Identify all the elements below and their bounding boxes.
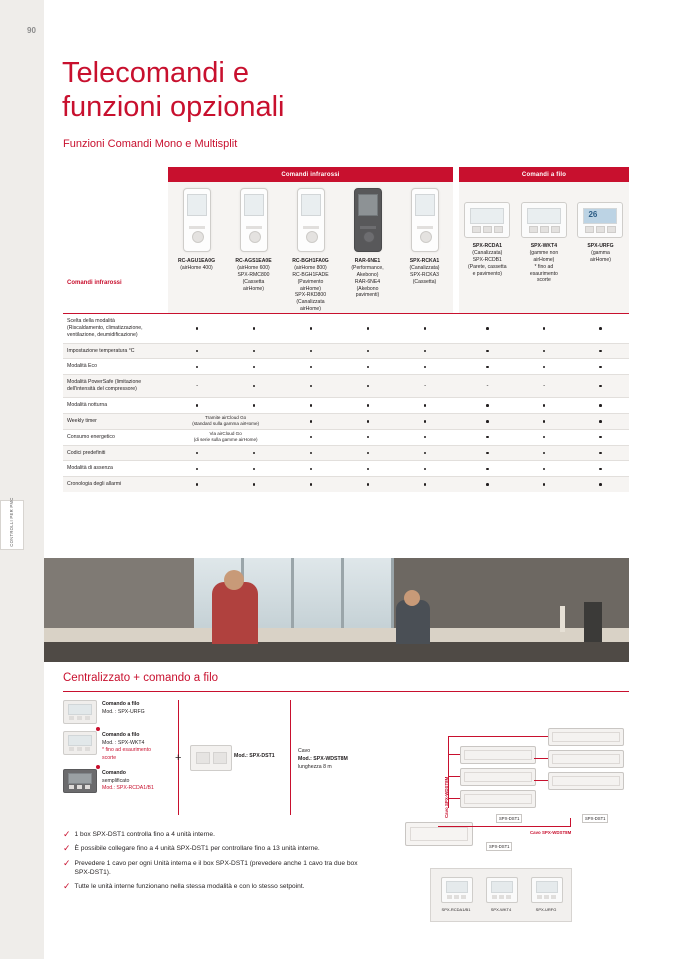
table-row xyxy=(63,429,629,445)
page-title-line2: funzioni opzionali xyxy=(62,90,285,123)
cable-line xyxy=(448,736,548,737)
table-row xyxy=(63,460,629,476)
row-cell xyxy=(459,359,516,374)
plus-sign: + xyxy=(175,752,182,764)
indoor-unit-box xyxy=(460,768,536,786)
tray-device xyxy=(441,877,473,903)
row-cell xyxy=(169,477,226,492)
divider-vertical-2 xyxy=(290,700,291,815)
row-cell xyxy=(516,461,573,476)
header-first-col xyxy=(63,182,168,313)
row-cell xyxy=(516,430,573,445)
cable-label-vertical: Cavo SPX-WDST8M xyxy=(444,776,449,818)
checklist-text: Prevedere 1 cavo per ogni Unità interna e il box SPX-DST1 (prevedere anche 1 cavo tra due box SPX-DST1). xyxy=(74,859,358,877)
row-cell xyxy=(340,344,397,359)
row-cell xyxy=(169,461,226,476)
row-cell xyxy=(397,430,454,445)
section2-title: Centralizzato + comando a filo xyxy=(63,672,219,684)
row-label: Consumo energetico xyxy=(67,433,115,440)
cable-legend-line1: Cavo xyxy=(298,748,311,754)
device-name: RC-BGH1FA0G (airHome 800) RC-BGH1FADE (Pavimento airHome) SPX-RKD800 (Canalizzata airHome) xyxy=(292,258,329,313)
legend-device-illustration xyxy=(63,700,97,724)
row-cell xyxy=(226,375,283,397)
tray-label: SPX-WKT4 xyxy=(490,907,512,912)
cable-line xyxy=(570,818,571,827)
row-cell xyxy=(169,359,226,374)
row-note: Tramite airCloud Go (standard sulla gamma airHome) xyxy=(192,415,260,427)
checklist-item xyxy=(63,859,363,878)
row-label: Modalità Eco xyxy=(67,363,97,370)
table-row xyxy=(63,476,629,492)
controller-illustration xyxy=(521,202,567,238)
row-cell xyxy=(226,314,283,343)
row-cell xyxy=(169,446,226,461)
indoor-unit-box xyxy=(548,772,624,790)
row-cell xyxy=(340,477,397,492)
tray-device xyxy=(531,877,563,903)
device-column xyxy=(459,182,516,313)
cable-line xyxy=(448,776,460,777)
device-name: SPX-URFG (gamma airHome) xyxy=(587,243,614,263)
remote-illustration xyxy=(411,188,439,252)
row-cell: - xyxy=(196,383,199,390)
row-cell xyxy=(572,398,629,413)
table-body xyxy=(63,313,629,492)
row-cell xyxy=(572,430,629,445)
page-number: 90 xyxy=(27,26,36,35)
row-cell: - xyxy=(424,383,427,390)
left-margin-strip xyxy=(0,0,44,959)
row-label: Cronologia degli allarmi xyxy=(67,481,122,488)
checklist-text: 1 box SPX-DST1 controlla fino a 4 unità interne. xyxy=(74,831,215,838)
cable-label-horizontal: Cavo SPX-WDST8M xyxy=(530,830,572,835)
row-cell xyxy=(340,461,397,476)
row-cell xyxy=(340,398,397,413)
controller-illustration xyxy=(464,202,510,238)
header-ir-devices xyxy=(168,182,453,313)
tray-label: SPX-RCDA1/B1 xyxy=(441,907,471,912)
features-table xyxy=(63,167,629,492)
row-cell xyxy=(459,398,516,413)
row-cell xyxy=(516,344,573,359)
indoor-unit-box xyxy=(460,746,536,764)
row-cell xyxy=(572,461,629,476)
row-cell xyxy=(226,446,283,461)
row-cell xyxy=(397,446,454,461)
legend-item xyxy=(63,769,243,793)
row-cell xyxy=(283,314,340,343)
table-row xyxy=(63,313,629,343)
row-cell xyxy=(283,414,340,429)
dst1-node-label: SPX-DST1 xyxy=(486,842,512,851)
row-cell xyxy=(283,398,340,413)
row-cell xyxy=(459,430,516,445)
row-cell xyxy=(226,344,283,359)
row-label: Weekly timer xyxy=(67,417,97,424)
table-row xyxy=(63,358,629,374)
checklist-text: Tutte le unità interne funzionano nella stessa modalità e con lo stesso setpoint. xyxy=(74,883,305,891)
row-cell xyxy=(516,446,573,461)
legend-text: Comando a filo Mod. : SPX-URFG xyxy=(102,701,145,715)
lifestyle-photo xyxy=(44,558,629,662)
cable-line xyxy=(438,826,570,827)
cable-line xyxy=(534,758,548,759)
row-cell xyxy=(340,359,397,374)
row-cell xyxy=(283,430,340,445)
row-cell xyxy=(516,414,573,429)
check-icon: ✓ xyxy=(63,843,71,854)
row-cell xyxy=(397,477,454,492)
checklist-item xyxy=(63,830,363,839)
row-cell xyxy=(226,359,283,374)
row-cell xyxy=(283,344,340,359)
page-title-line1: Telecomandi e xyxy=(62,57,249,89)
row-cell xyxy=(459,461,516,476)
legend-device-illustration xyxy=(63,731,97,755)
row-cell xyxy=(516,359,573,374)
row-cell xyxy=(397,398,454,413)
row-cell xyxy=(283,375,340,397)
indoor-unit-box xyxy=(548,728,624,746)
device-column xyxy=(572,182,629,313)
row-cell xyxy=(572,359,629,374)
cable-legend xyxy=(298,748,348,771)
indoor-unit-box xyxy=(548,750,624,768)
row-label: Modalità di assenza xyxy=(67,465,113,472)
row-cell: - xyxy=(543,383,546,390)
checklist-text: È possibile collegare fino a 4 unità SPX-DST1 per controllare fino a 13 unità interne. xyxy=(74,845,320,853)
row-cell xyxy=(516,477,573,492)
band-infrared: Comandi infrarossi xyxy=(168,167,453,182)
row-cell xyxy=(283,359,340,374)
controllers-tray xyxy=(430,868,572,922)
legend-text: Comando a filo Mod. : SPX-WKT4 * fino ad esaurimento scorte xyxy=(102,731,151,762)
device-column xyxy=(282,182,339,313)
row-cell xyxy=(397,314,454,343)
row-cell xyxy=(283,477,340,492)
legend-device-illustration xyxy=(63,769,97,793)
row-note: Via airCloud Go (di serie sulla gamme airHome) xyxy=(193,431,258,443)
cable-line xyxy=(448,754,460,755)
check-icon: ✓ xyxy=(63,829,71,839)
row-cell xyxy=(340,314,397,343)
device-name: SPX-RCDA1 (Canalizzata) SPX-RCDB1 (Parete, cassetta e pavimento) xyxy=(468,243,507,277)
dst1-box-illustration xyxy=(190,745,232,771)
row-cell xyxy=(340,414,397,429)
table-row xyxy=(63,374,629,397)
row-cell xyxy=(516,398,573,413)
row-cell xyxy=(340,430,397,445)
device-name: RAR-6NE1 (Performance, Akebono) RAR-6NE4 (Akebono pavimenti) xyxy=(351,258,384,299)
row-cell xyxy=(283,446,340,461)
row-cell xyxy=(169,314,226,343)
cable-line xyxy=(448,798,460,799)
cable-legend-line3: lunghezza 8 m xyxy=(298,763,332,770)
device-name: SPX-RCKA1 (Canalizzata) SPX-RCKA3 (Cassetta) xyxy=(409,258,440,285)
row-cell xyxy=(572,414,629,429)
section2-rule xyxy=(63,691,629,692)
row-cell xyxy=(169,398,226,413)
row-cell: - xyxy=(486,383,489,390)
dst1-box-label: Mod.: SPX-DST1 xyxy=(234,753,275,759)
checklist-item xyxy=(63,882,363,891)
remote-illustration xyxy=(297,188,325,252)
device-name: RC-AGU1EA0G (airHome 400) xyxy=(177,258,216,271)
row-cell xyxy=(397,461,454,476)
device-column xyxy=(225,182,282,313)
row-cell xyxy=(226,461,283,476)
row-cell xyxy=(459,414,516,429)
row-cell xyxy=(340,375,397,397)
row-cell xyxy=(397,414,454,429)
device-name: RC-AGS1EA0E (airHome 600) SPX-RMC800 (Cassetta airHome) xyxy=(235,258,272,292)
dst1-node-label: SPX-DST1 xyxy=(582,814,608,823)
side-tab xyxy=(0,497,24,550)
page-subtitle: Funzioni Comandi Mono e Multisplit xyxy=(63,138,238,150)
row-cell xyxy=(397,344,454,359)
row-cell xyxy=(283,461,340,476)
table-row xyxy=(63,343,629,359)
row-cell xyxy=(459,344,516,359)
table-row xyxy=(63,397,629,413)
cable-line xyxy=(534,780,548,781)
dst1-node-label: SPX-DST1 xyxy=(496,814,522,823)
row-cell xyxy=(572,344,629,359)
tray-device xyxy=(486,877,518,903)
cable-legend-line2: Mod.: SPX-WDST8M xyxy=(298,755,348,762)
controller-illustration xyxy=(577,202,623,238)
row-cell xyxy=(397,359,454,374)
band-wired: Comandi a filo xyxy=(459,167,629,182)
device-name: SPX-WKT4 (gamme non airHome) * fino ad esaurimento scorte xyxy=(529,243,559,284)
legend-text: Comando semplificato Mod.: SPX-RCDA1/B1 xyxy=(102,769,154,793)
table-row xyxy=(63,413,629,429)
legend-item xyxy=(63,700,243,724)
check-icon: ✓ xyxy=(63,857,71,868)
row-label: Codici predefiniti xyxy=(67,449,106,456)
remote-illustration xyxy=(240,188,268,252)
row-cell xyxy=(572,446,629,461)
row-label: Scelta della modalità (Riscaldamento, climatizzazione, ventilazione, deumidificazione) xyxy=(67,318,143,338)
page-title xyxy=(62,57,462,125)
table-row xyxy=(63,445,629,461)
device-column xyxy=(168,182,225,313)
row-cell xyxy=(226,477,283,492)
row-label: Modalità notturna xyxy=(67,402,108,409)
row-cell xyxy=(340,446,397,461)
row-cell xyxy=(572,477,629,492)
row-cell xyxy=(459,477,516,492)
table-header-row xyxy=(63,182,629,313)
check-icon: ✓ xyxy=(63,881,71,892)
row-cell xyxy=(459,446,516,461)
row-cell xyxy=(572,314,629,343)
row-cell xyxy=(226,398,283,413)
row-cell xyxy=(516,314,573,343)
header-wired-devices xyxy=(459,182,629,313)
checklist-item xyxy=(63,844,363,853)
device-column xyxy=(516,182,573,313)
checklist xyxy=(63,830,363,897)
device-column xyxy=(396,182,453,313)
row-label: Modalità PowerSafe (limitazione dell'intensità del compressore) xyxy=(67,379,142,393)
side-tab-label: CONTROLLI PER PMC xyxy=(8,497,14,547)
table-band-row xyxy=(63,167,629,182)
remote-illustration xyxy=(183,188,211,252)
tray-label: SPX-URFG xyxy=(535,907,557,912)
indoor-unit-box xyxy=(460,790,536,808)
device-column xyxy=(339,182,396,313)
row-label: Impostazione temperatura °C xyxy=(67,347,135,354)
remote-illustration xyxy=(354,188,382,252)
header-first-col-caption: Comandi infrarossi xyxy=(67,280,122,286)
row-cell xyxy=(169,344,226,359)
row-cell xyxy=(572,375,629,397)
row-cell xyxy=(459,314,516,343)
